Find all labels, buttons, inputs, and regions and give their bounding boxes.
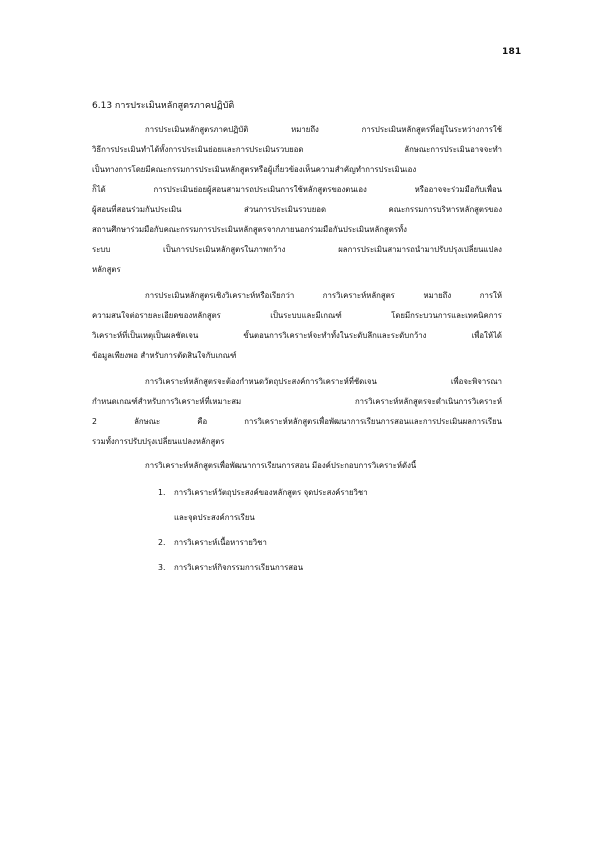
paragraph-line: การวิเคราะห์หลักสูตรจะต้องกำหนดวัตถุประสงค์การวิเคราะห์ที่ชัดเจน เพื่อจะพิจารณา: [145, 377, 502, 386]
paragraph-line: วิเคราะห์ที่เป็นเหตุเป็นผลชัดเจน ขั้นตอนการวิเคราะห์จะทำทั้งในระดับลึกและระดับกว้าง เพื่อให้ได้: [92, 331, 502, 340]
list-text: การวิเคราะห์วัตถุประสงค์ของหลักสูตร จุดประสงค์รายวิชา: [174, 488, 368, 497]
list-number: 2.: [158, 538, 166, 547]
list-item: [158, 487, 498, 498]
list-item: [158, 562, 498, 573]
paragraph-line: 2 ลักษณะ คือ การวิเคราะห์หลักสูตรเพื่อพัฒนาการเรียนการสอนและการประเมินผลการเรียน: [92, 417, 502, 426]
paragraph-line: ความสนใจต่อรายละเอียดของหลักสูตร เป็นระบบและมีเกณฑ์ โดยมีกระบวนการและเทคนิคการ: [92, 311, 502, 320]
page-number: 181: [502, 47, 522, 57]
list-text: การวิเคราะห์เนื้อหารายวิชา: [174, 538, 267, 547]
list-text: การวิเคราะห์กิจกรรมการเรียนการสอน: [174, 563, 304, 572]
paragraph-line: ระบบ เป็นการประเมินหลักสูตรในภาพกว้าง ผลการประเมินสามารถนำมาปรับปรุงเปลี่ยนแปลง: [92, 245, 502, 254]
paragraph-line: ผู้สอนที่สอนร่วมกันประเมิน ส่วนการประเมินรวบยอด คณะกรรมการบริหารหลักสูตรของ: [92, 205, 502, 214]
paragraph-line: เป็นทางการโดยมีคณะกรรมการประเมินหลักสูตรหรือผู้เกี่ยวข้องเห็นความสำคัญทำการประเมินเอง: [92, 165, 417, 174]
paragraph-line: การประเมินหลักสูตรเชิงวิเคราะห์หรือเรียกว่า การวิเคราะห์หลักสูตร หมายถึง การให้: [145, 291, 502, 300]
list-number: 1.: [158, 488, 166, 497]
paragraph-line: การวิเคราะห์หลักสูตรเพื่อพัฒนาการเรียนการสอน มีองค์ประกอบการวิเคราะห์ดังนี้: [145, 461, 417, 470]
section-heading: 6.13 การประเมินหลักสูตรภาคปฏิบัติ: [92, 101, 235, 111]
list-item: [158, 537, 498, 548]
list-number: 3.: [158, 563, 166, 572]
paragraph-line: รวมทั้งการปรับปรุงเปลี่ยนแปลงหลักสูตร: [92, 437, 225, 446]
paragraph-line: หลักสูตร: [92, 265, 121, 274]
paragraph-line: ก็ได้ การประเมินย่อยผู้สอนสามารถประเมินการใช้หลักสูตรของตนเอง หรืออาจจะร่วมมือกับเพื่อน: [92, 185, 502, 194]
paragraph-line: ข้อมูลเพียงพอ สำหรับการตัดสินใจกับเกณฑ์: [92, 351, 237, 360]
list-item-continuation: และจุดประสงค์การเรียน: [174, 513, 255, 522]
paragraph-line: สถานศึกษาร่วมมือกับคณะกรรมการประเมินหลักสูตรจากภายนอกร่วมมือกันประเมินหลักสูตรทั้ง: [92, 225, 407, 234]
paragraph-line: วิธีการประเมินทำได้ทั้งการประเมินย่อยและการประเมินรวบยอด ลักษณะการประเมินอาจจะทำ: [92, 145, 502, 154]
paragraph-line: การประเมินหลักสูตรภาคปฏิบัติ หมายถึง การประเมินหลักสูตรที่อยู่ในระหว่างการใช้: [145, 125, 502, 134]
paragraph-line: กำหนดเกณฑ์สำหรับการวิเคราะห์ที่เหมาะสม การวิเคราะห์หลักสูตรจะดำเนินการวิเคราะห์: [92, 397, 502, 406]
